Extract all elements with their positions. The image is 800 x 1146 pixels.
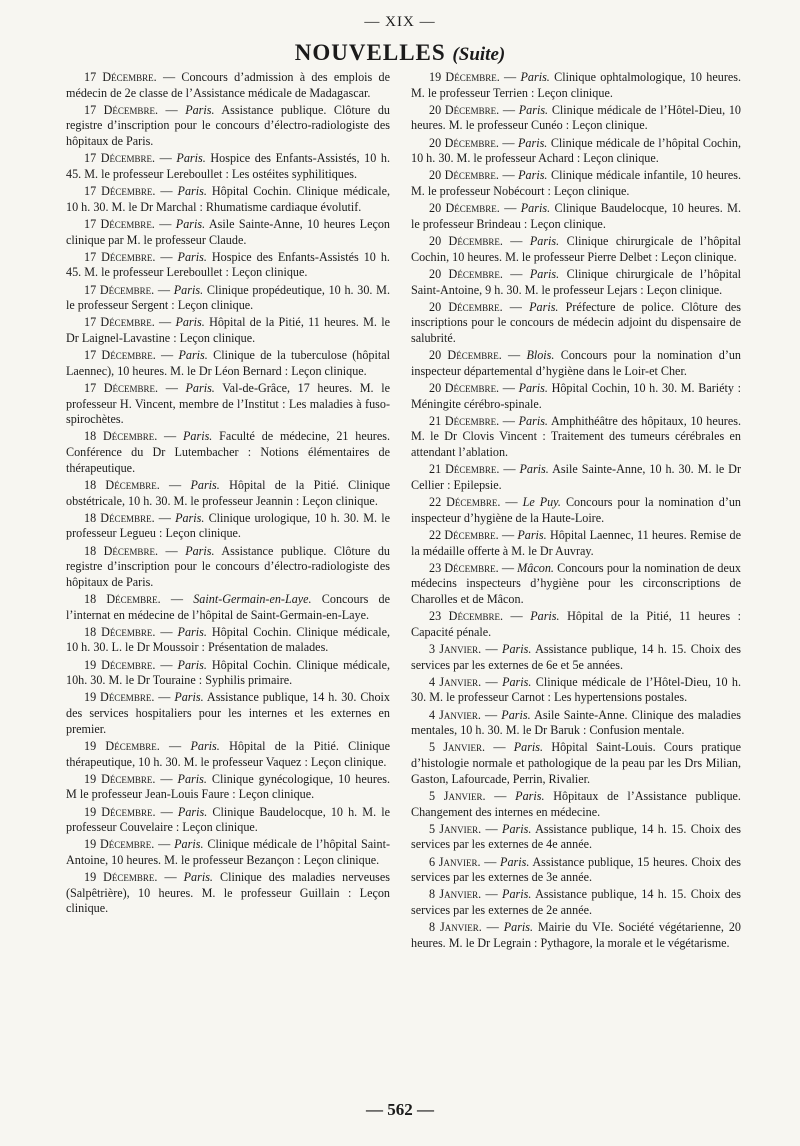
entry-date: 23 Décembre. (429, 560, 499, 575)
entry-place: Paris. (175, 315, 205, 330)
left-column (66, 70, 390, 1110)
entry-date: 4 Janvier. (429, 707, 481, 722)
entry-date: 19 Décembre. (84, 771, 156, 786)
entry-place: Paris. (502, 674, 532, 689)
entry-date: 18 Décembre. (84, 543, 158, 558)
entry-text: Clinique ophtalmologique, 10 heures. M. le professeur Terrien : Leçon clinique. (411, 70, 741, 100)
news-entry: 17 Décembre. — Paris. Val-de-Grâce, 17 heures. M. le professeur H. Vincent, membre de l’Institut : Les maladies à fuso-spirochètes. (66, 380, 390, 427)
entry-text: Clinique de la tuberculose (hôpital Laennec), 10 heures. M. le Dr Léon Bernard : Leçon clinique. (66, 348, 390, 378)
entry-text: Hôpital Cochin. Clinique médicale, 10 h. 30. M. le Dr Marchal : Rhumatisme cardiaque évolutif. (66, 184, 390, 214)
entry-text: Assistance publique, 14 h. 15. Choix des services par les externes de 2e année. (411, 887, 741, 917)
entry-date: 3 Janvier. (429, 641, 482, 656)
news-entry: 23 Décembre. — Mâcon. Concours pour la nomination de deux médecins inspecteurs d’hygiène pour les circonscriptions de Charolles et de Mâcon. (411, 560, 741, 606)
news-entry: 8 Janvier. — Paris. Mairie du VIe. Société végétarienne, 20 heures. M. le Dr Legrain : Pythagore, la morale et le végétarisme. (411, 920, 741, 950)
entry-date: 8 Janvier. (429, 887, 482, 902)
entry-date: 22 Décembre. (429, 495, 501, 510)
news-entry: 17 Décembre. — Paris. Clinique propédeutique, 10 h. 30. M. le professeur Sergent : Leçon clinique. (66, 282, 390, 313)
news-entry: 5 Janvier. — Paris. Assistance publique, 14 h. 15. Choix des services par les externes de 4e année. (411, 821, 741, 852)
entry-text: Clinique chirurgicale de l’hôpital Saint-Antoine, 9 h. 30. M. le professeur Lejars : Leçon clinique. (411, 266, 741, 297)
entry-date: 21 Décembre. (429, 462, 500, 477)
entry-text: Hôpital de la Pitié. Clinique obstétricale, 10 h. 30. M. le professeur Jeannin : Leçon clinique. (66, 477, 390, 508)
entry-date: 20 Décembre. (429, 201, 500, 216)
entry-text: Asile Sainte-Anne, 10 h. 30. M. le Dr Cellier : Epilepsie. (411, 462, 741, 492)
entry-text: Hôpital Cochin. Clinique médicale, 10h. 30. M. le Dr Touraine : Syphilis primaire. (66, 657, 390, 688)
news-entry: 20 Décembre. — Paris. Clinique médicale infantile, 10 heures. M. le professeur Nobécourt : Leçon clinique. (411, 168, 741, 199)
entry-date: 20 Décembre. (429, 234, 503, 249)
entry-date: 17 Décembre. (84, 249, 156, 264)
news-entry: 21 Décembre. — Paris. Asile Sainte-Anne, 10 h. 30. M. le Dr Cellier : Epilepsie. (411, 462, 741, 492)
news-entry: 18 Décembre. — Paris. Faculté de médecine, 21 heures. Conférence du Dr Lutembacher : Notions élémentaires de thérapeutique. (66, 429, 390, 475)
news-entry: 17 Décembre. — Paris. Hospice des Enfants-Assistés, 10 h. 45. M. le professeur Lereboullet : Les ostéites syphilitiques. (66, 151, 390, 181)
entry-date: 19 Décembre. (84, 738, 160, 753)
entry-place: Paris. (177, 184, 207, 199)
entry-place: Paris. (518, 380, 548, 395)
entry-text: Clinique urologique, 10 h. 30. M. le professeur Legueu : Leçon clinique. (66, 510, 390, 541)
entry-place: Paris. (185, 102, 215, 117)
entry-date: 5 Janvier. (429, 740, 486, 755)
entry-text: Hôpital Cochin. Clinique médicale, 10 h. 30. L. le Dr Moussoir : Présentation de malades. (66, 624, 390, 655)
entry-text: Hôpital Laennec, 11 heures. Remise de la médaille offerte à M. le Dr Auvray. (411, 527, 741, 558)
entry-place: Paris. (517, 527, 547, 542)
news-entry: 20 Décembre. — Paris. Clinique Baudelocque, 10 heures. M. le professeur Brindeau : Leçon clinique. (411, 201, 741, 231)
entry-text: Clinique des maladies nerveuses (Salpêtrière), 10 heures. M. le professeur Guillain : Leçon clinique. (66, 870, 390, 916)
news-entry: 21 Décembre. — Paris. Amphithéâtre des hôpitaux, 10 heures. M. le Dr Clovis Vincent : Traitement des tumeurs cérébrales en attendant l’ablation. (411, 413, 741, 460)
news-entry: 20 Décembre. — Paris. Clinique médicale de l’hôpital Cochin, 10 h. 30. M. le professeur Achard : Leçon clinique. (411, 135, 741, 166)
entry-place: Paris. (501, 707, 531, 722)
entry-text: Assistance publique, 14 h. 15. Choix des services par les externes de 4e année. (411, 821, 741, 852)
page-number: — 562 — (366, 1100, 434, 1119)
entry-text: Préfecture de police. Clôture des inscriptions pour le concours de médecin adjoint du dispensaire de salubrité. (411, 299, 741, 345)
entry-text: Clinique Baudelocque, 10 heures. M. le professeur Brindeau : Leçon clinique. (411, 201, 741, 231)
news-entry: 18 Décembre. — Saint-Germain-en-Laye. Concours de l’internat en médecine de l’hôpital de Saint-Germain-en-Laye. (66, 592, 390, 622)
news-entry: 17 Décembre. — Paris. Hôpital Cochin. Clinique médicale, 10 h. 30. M. le Dr Marchal : Rhumatisme cardiaque évolutif. (66, 184, 390, 214)
entry-date: 18 Décembre. (84, 624, 156, 639)
entry-text: Clinique gynécologique, 10 heures. M le professeur Jean-Louis Faure : Leçon clinique. (66, 771, 390, 802)
entry-place: Paris. (177, 624, 207, 639)
news-entry: 17 Décembre. — Paris. Hospice des Enfants-Assistés 10 h. 45. M. le professeur Lereboullet : Leçon clinique. (66, 249, 390, 280)
entry-date: 21 Décembre. (429, 413, 500, 428)
title-suite: (Suite) (452, 44, 506, 65)
entry-text: Concours d’admission à des emplois de médecin de 2e classe de l’Assistance médicale de Madagascar. (66, 70, 390, 100)
entry-date: 19 Décembre. (84, 657, 156, 672)
news-entry: 22 Décembre. — Le Puy. Concours pour la nomination d’un inspecteur d’hygiène de la Haute-Loire. (411, 495, 741, 525)
news-entry: 4 Janvier. — Paris. Clinique médicale de l’Hôtel-Dieu, 10 h. 30. M. le professeur Carnot : Les hypertensions postales. (411, 674, 741, 705)
entry-place: Paris. (190, 738, 220, 753)
entry-place: Paris. (175, 510, 205, 525)
entry-text: Hôpital de la Pitié, 11 heures : Capacité pénale. (411, 609, 741, 639)
entry-text: Faculté de médecine, 21 heures. Conférence du Dr Lutembacher : Notions élémentaires de thérapeutique. (66, 429, 390, 475)
entry-date: 17 Décembre. (84, 70, 157, 84)
entry-date: 18 Décembre. (84, 477, 160, 492)
entry-text: Concours pour la nomination d’un inspecteur d’hygiène de la Haute-Loire. (411, 495, 741, 525)
right-column (411, 70, 741, 1110)
entry-text: Mairie du VIe. Société végétarienne, 20 heures. M. le Dr Legrain : Pythagore, la morale et le végétarisme. (411, 920, 741, 950)
entry-date: 17 Décembre. (84, 380, 159, 395)
entry-text: Clinique médicale de l’hôpital Cochin, 10 h. 30. M. le professeur Achard : Leçon clinique. (411, 135, 741, 166)
entry-place: Paris. (183, 870, 213, 885)
entry-text: Hôpital de la Pitié, 11 heures. M. le Dr Laignel-Lavastine : Leçon clinique. (66, 315, 390, 345)
entry-text: Val-de-Grâce, 17 heures. M. le professeur H. Vincent, membre de l’Institut : Les maladies à fuso-spirochètes. (66, 380, 390, 427)
entry-place: Paris. (185, 543, 215, 558)
entry-text: Hospice des Enfants-Assistés 10 h. 45. M. le professeur Lereboullet : Leçon clinique. (66, 249, 390, 280)
entry-date: 19 Décembre. (429, 70, 500, 84)
news-entry: 19 Décembre. — Paris. Clinique gynécologique, 10 heures. M le professeur Jean-Louis Faure : Leçon clinique. (66, 771, 390, 802)
news-entry: 17 Décembre. — Concours d’admission à des emplois de médecin de 2e classe de l’Assistance médicale de Madagascar. (66, 70, 390, 100)
entry-place: Paris. (502, 821, 532, 836)
entry-text: Hôpital Cochin, 10 h. 30. M. Bariéty : Méningite cérébro-spinale. (411, 380, 741, 411)
news-entry: 19 Décembre. — Paris. Assistance publique, 14 h. 30. Choix des services hospitaliers pour les internes et les externes en premier. (66, 690, 390, 736)
entry-date: 20 Décembre. (429, 299, 503, 314)
entry-text: Amphithéâtre des hôpitaux, 10 heures. M. le Dr Clovis Vincent : Traitement des tumeurs cérébrales en attendant l’ablation. (411, 413, 741, 460)
entry-place: Paris. (518, 413, 548, 428)
entry-text: Clinique médicale de l’hôpital Saint-Antoine, 10 heures. M. le professeur Bezançon : Leçon clinique. (66, 837, 390, 867)
entry-place: Paris. (176, 151, 206, 166)
entry-text: Assistance publique. Clôture du registre d’inscription pour le concours d’électro-radiologiste des hôpitaux de Paris. (66, 102, 390, 149)
news-entry: 17 Décembre. — Paris. Assistance publique. Clôture du registre d’inscription pour le concours d’électro-radiologiste des hôpitaux de Paris. (66, 102, 390, 149)
entry-text: Assistance publique, 14 h. 30. Choix des services hospitaliers pour les internes et les externes en premier. (66, 690, 390, 736)
entry-text: Concours pour la nomination d’un inspecteur départemental d’hygiène dans le Loir-et Cher. (411, 348, 741, 378)
news-entry: 3 Janvier. — Paris. Assistance publique, 14 h. 15. Choix des services par les externes de 6e et 5e années. (411, 641, 741, 672)
entry-date: 6 Janvier. (429, 854, 481, 869)
news-entry: 19 Décembre. — Paris. Clinique ophtalmologique, 10 heures. M. le professeur Terrien : Leçon clinique. (411, 70, 741, 100)
entry-place: Paris. (178, 348, 208, 363)
entry-place: Paris. (530, 609, 560, 624)
entry-date: 18 Décembre. (84, 592, 161, 606)
news-entry: 18 Décembre. — Paris. Hôpital Cochin. Clinique médicale, 10 h. 30. L. le Dr Moussoir : Présentation de malades. (66, 624, 390, 655)
entry-text: Clinique médicale infantile, 10 heures. M. le professeur Nobécourt : Leçon clinique. (411, 168, 741, 199)
news-entry: 19 Décembre. — Paris. Clinique Baudelocque, 10 h. M. le professeur Couvelaire : Leçon clinique. (66, 804, 390, 835)
news-entry: 5 Janvier. — Paris. Hôpital Saint-Louis. Cours pratique d’histologie normale et pathologique de la peau par les Drs Milian, Gaston, Lafourcade, Perrin, Rivalier. (411, 740, 741, 786)
section-title (0, 40, 800, 66)
title-main: NOUVELLES (294, 40, 446, 65)
entry-date: 17 Décembre. (84, 216, 155, 231)
entry-place: Paris. (520, 201, 551, 216)
news-entry: 22 Décembre. — Paris. Hôpital Laennec, 11 heures. Remise de la médaille offerte à M. le Dr Auvray. (411, 527, 741, 558)
entry-text: Clinique Baudelocque, 10 h. M. le professeur Couvelaire : Leçon clinique. (66, 804, 390, 835)
news-entry: 20 Décembre. — Paris. Clinique médicale de l’Hôtel-Dieu, 10 heures. M. le professeur Cunéo : Leçon clinique. (411, 102, 741, 133)
news-entry: 4 Janvier. — Paris. Asile Sainte-Anne. Clinique des maladies mentales, 10 h. 30. M. le Dr Baruk : Confusion mentale. (411, 707, 741, 738)
entry-date: 19 Décembre. (84, 870, 158, 885)
entry-date: 19 Décembre. (84, 690, 155, 705)
news-entry: 17 Décembre. — Paris. Asile Sainte-Anne, 10 heures Leçon clinique par M. le professeur Claude. (66, 216, 390, 247)
entry-place: Paris. (174, 690, 204, 705)
entry-date: 17 Décembre. (84, 315, 155, 330)
entry-date: 18 Décembre. (84, 429, 158, 444)
entry-text: Hôpital de la Pitié. Clinique thérapeutique, 10 h. 30. M. le professeur Vaquez : Leçon clinique. (66, 738, 390, 769)
entry-date: 20 Décembre. (429, 168, 499, 183)
entry-place: Blois. (526, 348, 555, 363)
entry-place: Paris. (515, 788, 545, 803)
news-entry: 6 Janvier. — Paris. Assistance publique, 15 heures. Choix des services par les externes de 3e année. (411, 854, 741, 885)
entry-date: 19 Décembre. (84, 837, 155, 852)
entry-place: Paris. (529, 299, 559, 314)
entry-text: Concours pour la nomination de deux médecins inspecteurs d’hygiène pour les circonscriptions de Charolles et de Mâcon. (411, 560, 741, 606)
entry-place: Paris. (173, 282, 204, 297)
entry-place: Paris. (517, 135, 548, 150)
entry-place: Paris. (502, 641, 532, 656)
news-entry: 8 Janvier. — Paris. Assistance publique, 14 h. 15. Choix des services par les externes de 2e année. (411, 887, 741, 917)
entry-place: Paris. (513, 740, 544, 755)
entry-text: Clinique médicale de l’Hôtel-Dieu, 10 h. 30. M. le professeur Carnot : Les hypertensions postales. (411, 674, 741, 705)
entry-text: Clinique chirurgicale de l’hôpital Cochin, 10 heures. M. le professeur Pierre Delbet : Leçon clinique. (411, 234, 741, 264)
entry-date: 17 Décembre. (84, 348, 156, 363)
entry-text: Assistance publique, 15 heures. Choix des services par les externes de 3e année. (411, 854, 741, 885)
news-entry: 19 Décembre. — Paris. Clinique des maladies nerveuses (Salpêtrière), 10 heures. M. le professeur Guillain : Leçon clinique. (66, 870, 390, 916)
entry-date: 17 Décembre. (84, 184, 156, 199)
news-entry: 18 Décembre. — Paris. Clinique urologique, 10 h. 30. M. le professeur Legueu : Leçon clinique. (66, 510, 390, 541)
news-entry: 20 Décembre. — Paris. Préfecture de police. Clôture des inscriptions pour le concours de médecin adjoint du dispensaire de salubrité. (411, 299, 741, 345)
entry-date: 5 Janvier. (429, 821, 482, 836)
entry-date: 19 Décembre. (84, 804, 156, 819)
entry-place: Paris. (518, 168, 548, 183)
entry-text: Clinique médicale de l’Hôtel-Dieu, 10 heures. M. le professeur Cunéo : Leçon clinique. (411, 102, 741, 133)
roman-folio: — XIX — (364, 14, 436, 30)
entry-text: Hôpital Saint-Louis. Cours pratique d’histologie normale et pathologique de la peau par les Drs Milian, Gaston, Lafourcade, Perrin, Rivalier. (411, 740, 741, 786)
entry-text: Asile Sainte-Anne, 10 heures Leçon clinique par M. le professeur Claude. (66, 216, 390, 247)
entry-place: Paris. (529, 234, 560, 249)
news-entry: 20 Décembre. — Blois. Concours pour la nomination d’un inspecteur départemental d’hygiène dans le Loir-et Cher. (411, 348, 741, 378)
news-entry: 5 Janvier. — Paris. Hôpitaux de l’Assistance publique. Changement des internes en médecine. (411, 788, 741, 819)
entry-place: Paris. (520, 70, 550, 84)
entry-place: Paris. (500, 854, 530, 869)
news-entry: 19 Décembre. — Paris. Hôpital de la Pitié. Clinique thérapeutique, 10 h. 30. M. le professeur Vaquez : Leçon clinique. (66, 738, 390, 769)
entry-text: Clinique propédeutique, 10 h. 30. M. le professeur Sergent : Leçon clinique. (66, 282, 390, 313)
entry-date: 4 Janvier. (429, 674, 482, 689)
entry-date: 20 Décembre. (429, 380, 500, 395)
news-entry: 20 Décembre. — Paris. Hôpital Cochin, 10 h. 30. M. Bariéty : Méningite cérébro-spinale. (411, 380, 741, 411)
entry-date: 5 Janvier. (429, 788, 486, 803)
entry-text: Hospice des Enfants-Assistés, 10 h. 45. M. le professeur Lereboullet : Les ostéites syphilitiques. (66, 151, 390, 181)
news-entry: 18 Décembre. — Paris. Assistance publique. Clôture du registre d’inscription pour le concours d’électro-radiologiste des hôpitaux de Paris. (66, 543, 390, 589)
entry-date: 22 Décembre. (429, 527, 499, 542)
entry-place: Paris. (183, 429, 213, 444)
entry-place: Paris. (177, 249, 207, 264)
entry-place: Paris. (190, 477, 220, 492)
entry-place: Paris. (529, 266, 560, 281)
entry-place: Paris. (519, 462, 549, 477)
news-entry: 19 Décembre. — Paris. Clinique médicale de l’hôpital Saint-Antoine, 10 heures. M. le professeur Bezançon : Leçon clinique. (66, 837, 390, 867)
entry-date: 18 Décembre. (84, 510, 155, 525)
news-entry: 19 Décembre. — Paris. Hôpital Cochin. Clinique médicale, 10h. 30. M. le Dr Touraine : Syphilis primaire. (66, 657, 390, 688)
news-entry: 18 Décembre. — Paris. Hôpital de la Pitié. Clinique obstétricale, 10 h. 30. M. le professeur Jeannin : Leçon clinique. (66, 477, 390, 508)
entry-date: 17 Décembre. (84, 151, 156, 166)
entry-text: Asile Sainte-Anne. Clinique des maladies mentales, 10 h. 30. M. le Dr Baruk : Confusion mentale. (411, 707, 741, 738)
entry-place: Paris. (175, 216, 206, 231)
entry-place: Paris. (503, 920, 534, 935)
news-entry: 17 Décembre. — Paris. Clinique de la tuberculose (hôpital Laennec), 10 heures. M. le Dr Léon Bernard : Leçon clinique. (66, 348, 390, 378)
entry-text: Concours de l’internat en médecine de l’hôpital de Saint-Germain-en-Laye. (66, 592, 390, 622)
entry-date: 17 Décembre. (84, 282, 155, 297)
entry-place: Paris. (177, 804, 208, 819)
entry-date: 20 Décembre. (429, 135, 499, 150)
entry-place: Mâcon. (517, 560, 554, 575)
entry-date: 20 Décembre. (429, 266, 503, 281)
news-entry: 20 Décembre. — Paris. Clinique chirurgicale de l’hôpital Cochin, 10 heures. M. le professeur Pierre Delbet : Leçon clinique. (411, 234, 741, 264)
entry-text: Assistance publique. Clôture du registre d’inscription pour le concours d’électro-radiologiste des hôpitaux de Paris. (66, 543, 390, 589)
entry-place: Paris. (502, 887, 532, 902)
entry-place: Paris. (518, 102, 549, 117)
entry-text: Assistance publique, 14 h. 15. Choix des services par les externes de 6e et 5e années. (411, 641, 741, 672)
entry-date: 8 Janvier. (429, 920, 482, 935)
entry-date: 23 Décembre. (429, 609, 503, 624)
entry-place: Paris. (177, 657, 207, 672)
entry-place: Paris. (174, 837, 204, 852)
entry-date: 17 Décembre. (84, 102, 158, 117)
entry-place: Saint-Germain-en-Laye. (193, 592, 312, 606)
entry-date: 20 Décembre. (429, 102, 500, 117)
news-entry: 23 Décembre. — Paris. Hôpital de la Pitié, 11 heures : Capacité pénale. (411, 609, 741, 639)
entry-text: Hôpitaux de l’Assistance publique. Changement des internes en médecine. (411, 788, 741, 819)
news-entry: 20 Décembre. — Paris. Clinique chirurgicale de l’hôpital Saint-Antoine, 9 h. 30. M. le professeur Lejars : Leçon clinique. (411, 266, 741, 297)
news-entry: 17 Décembre. — Paris. Hôpital de la Pitié, 11 heures. M. le Dr Laignel-Lavastine : Leçon clinique. (66, 315, 390, 345)
entry-place: Paris. (185, 380, 215, 395)
entry-date: 20 Décembre. (429, 348, 502, 363)
entry-place: Paris. (177, 771, 207, 786)
entry-place: Le Puy. (522, 495, 561, 510)
